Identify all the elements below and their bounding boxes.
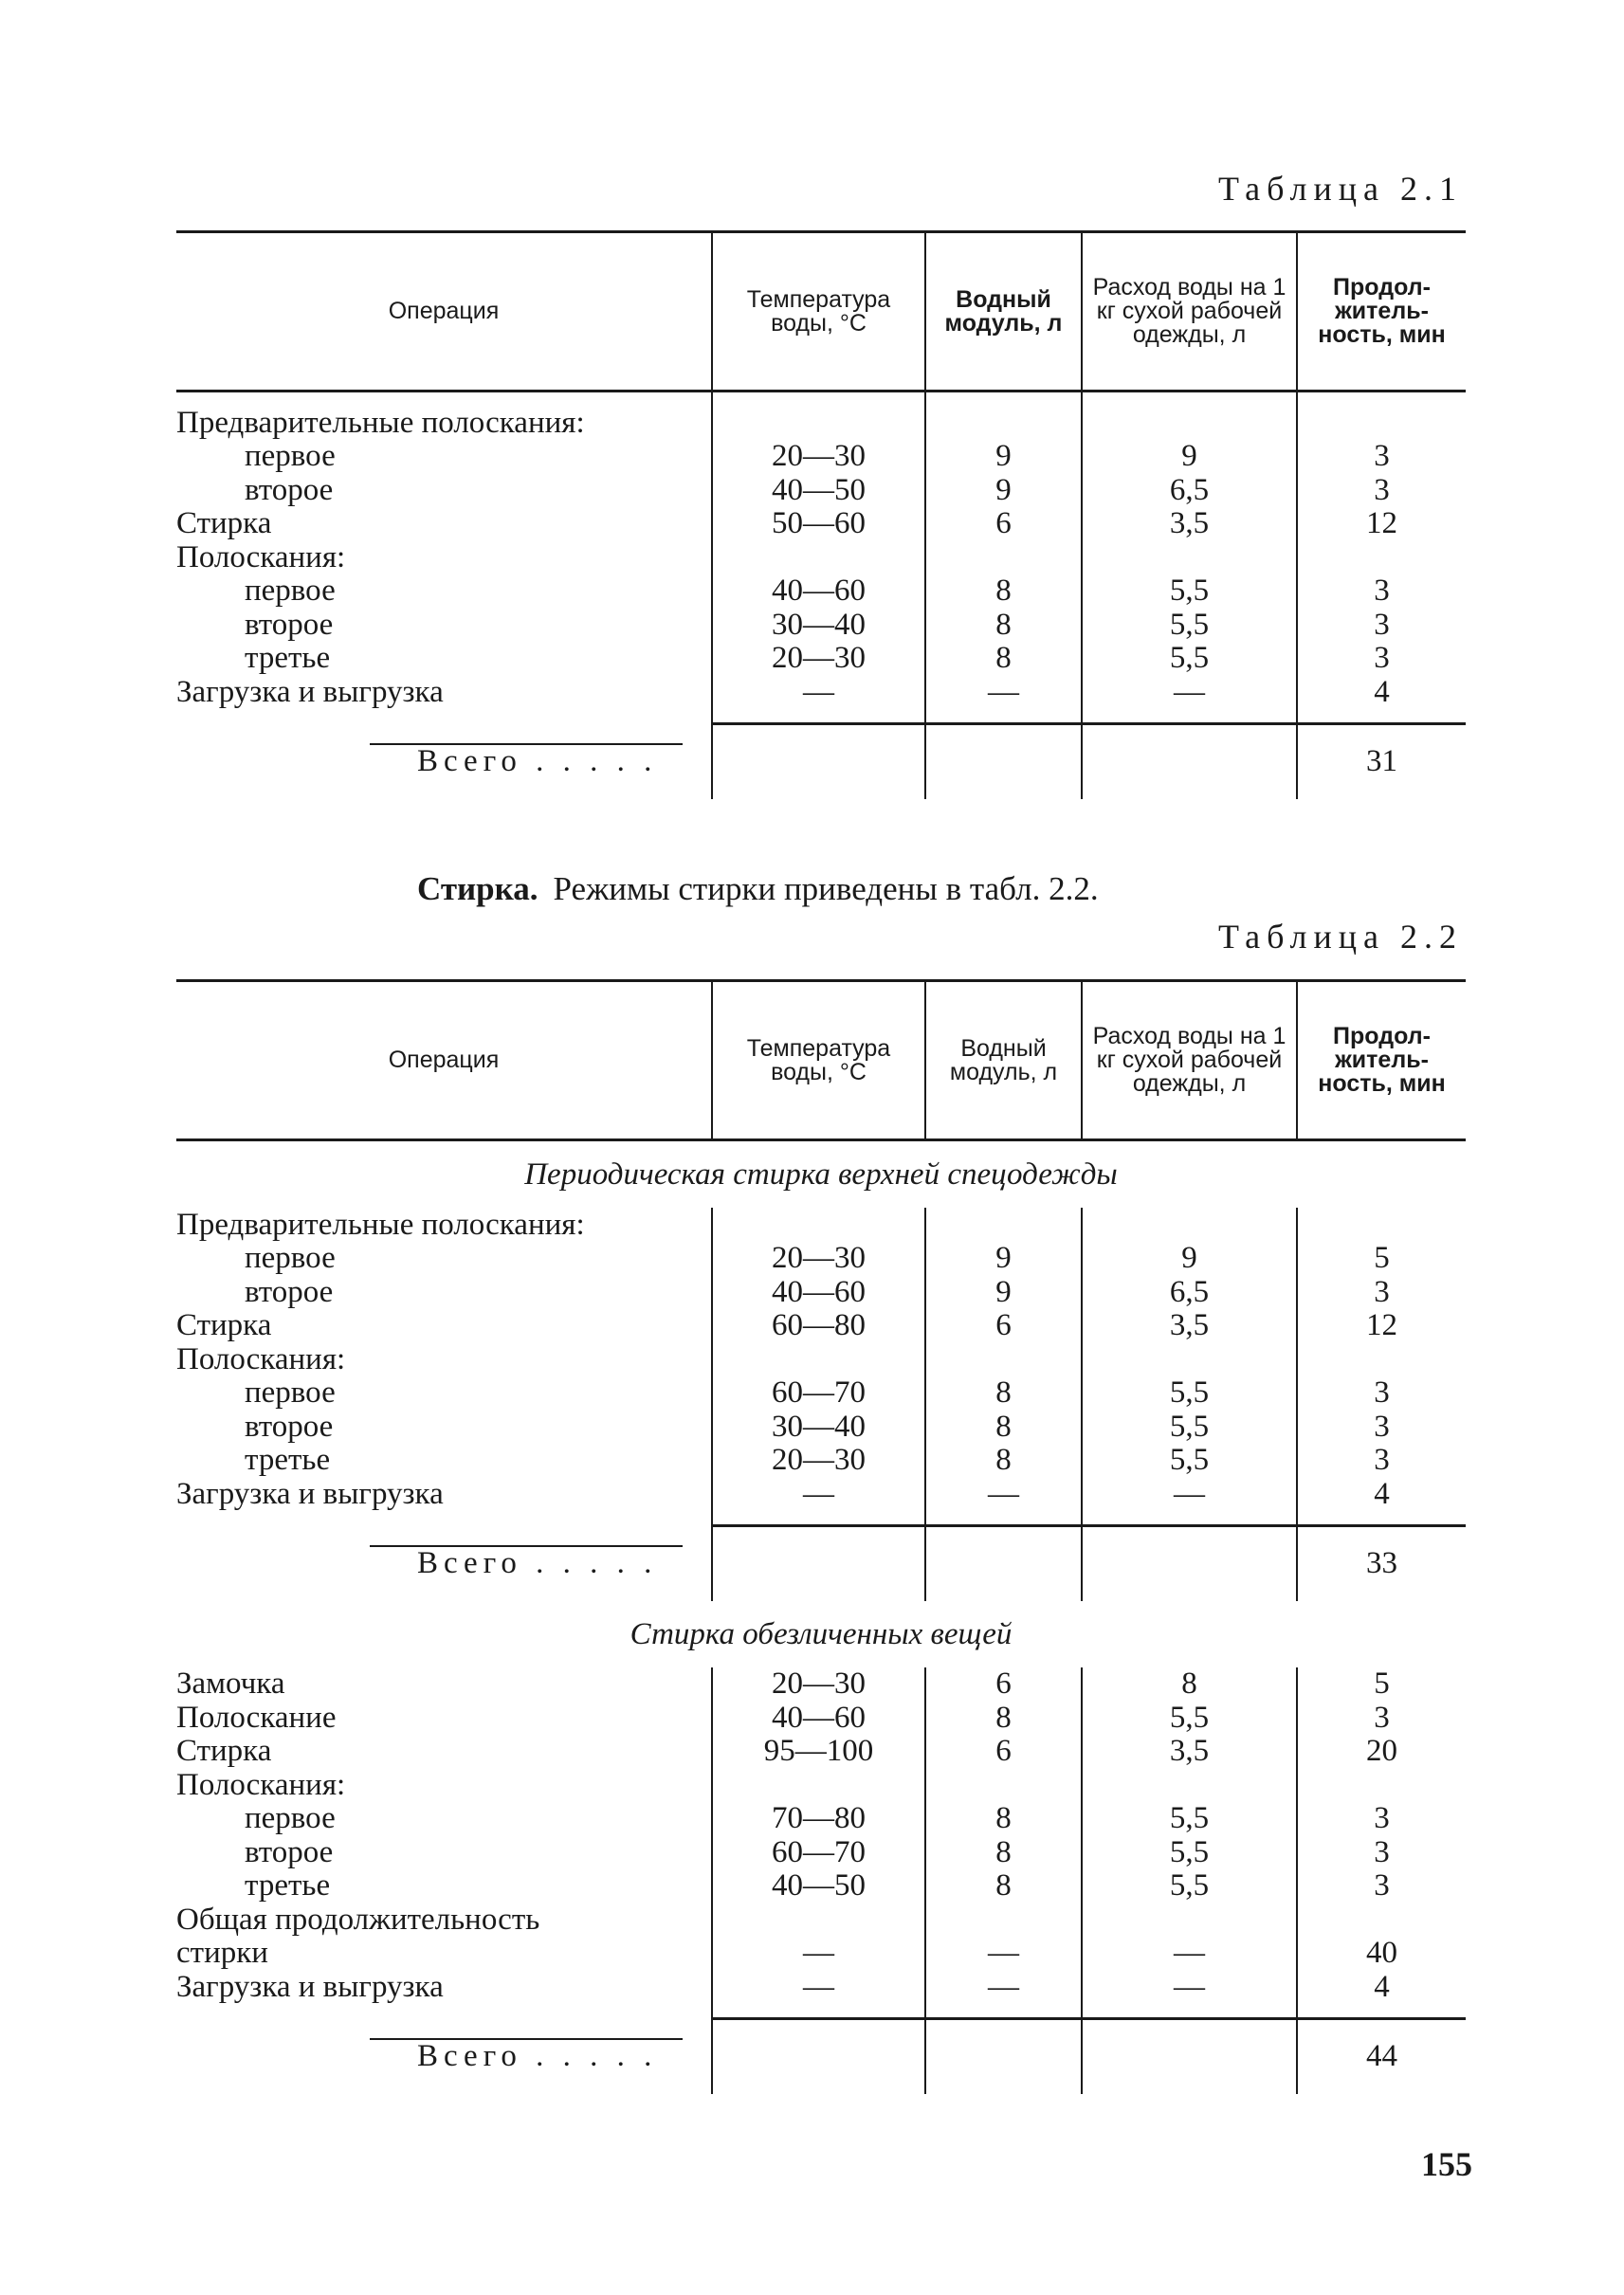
row-label: первое <box>245 439 336 473</box>
row-value: — <box>712 1937 925 1971</box>
table-row <box>176 1937 1466 1971</box>
total-row <box>176 1525 1466 1601</box>
row-value: 8 <box>925 1869 1082 1903</box>
row-label: стирки <box>176 1936 268 1970</box>
spacer-cell <box>1082 392 1297 407</box>
row-label: Загрузка и выгрузка <box>176 674 444 709</box>
row-value: 3 <box>1297 642 1466 676</box>
total-label-cell <box>176 2018 712 2094</box>
row-value: 6 <box>925 1667 1082 1702</box>
col-header-water-module: Водный модуль, л <box>925 232 1082 392</box>
row-value: — <box>1082 675 1297 709</box>
row-value: 30—40 <box>712 608 925 642</box>
col-header-operation: Операция <box>176 981 712 1140</box>
row-value: — <box>925 1970 1082 2004</box>
row-value: 60—70 <box>712 1835 925 1869</box>
row-value: 8 <box>925 1410 1082 1444</box>
row-value <box>1082 1342 1297 1376</box>
row-value: 9 <box>925 440 1082 474</box>
table2-caption: Таблица 2.2 <box>1218 918 1463 956</box>
row-value <box>1082 1903 1297 1937</box>
spacer-cell <box>176 709 712 724</box>
row-value: 40—60 <box>712 1701 925 1735</box>
row-value: 5,5 <box>1082 1802 1297 1836</box>
table-header-row <box>176 232 1466 392</box>
row-value: 4 <box>1297 1970 1466 2004</box>
row-label: Загрузка и выгрузка <box>176 1476 444 1511</box>
table-row <box>176 608 1466 642</box>
row-label: второе <box>245 607 334 642</box>
total-empty-cell <box>1082 1525 1297 1601</box>
table1-caption: Таблица 2.1 <box>1218 170 1463 208</box>
total-label: Всего . . . . . <box>370 743 683 778</box>
row-value: 20—30 <box>712 1667 925 1702</box>
total-row <box>176 723 1466 799</box>
row-value: 20—30 <box>712 1242 925 1276</box>
table-row <box>176 1410 1466 1444</box>
spacer-row <box>176 1511 1466 1526</box>
row-value: — <box>1082 1937 1297 1971</box>
table-row <box>176 1735 1466 1769</box>
row-value: 40—60 <box>712 1275 925 1309</box>
col-header-operation: Операция <box>176 232 712 392</box>
row-label: третье <box>245 1868 331 1903</box>
spacer-cell <box>925 1511 1082 1526</box>
row-value: — <box>925 1937 1082 1971</box>
row-value <box>712 1903 925 1937</box>
row-value <box>712 1342 925 1376</box>
row-value: 6 <box>925 1735 1082 1769</box>
row-label: Стирка <box>176 1308 272 1342</box>
spacer-row <box>176 392 1466 407</box>
total-value: 33 <box>1297 1525 1466 1601</box>
total-empty-cell <box>1082 723 1297 799</box>
row-value: 5,5 <box>1082 642 1297 676</box>
row-value: 3 <box>1297 1869 1466 1903</box>
row-value: 20—30 <box>712 440 925 474</box>
row-value <box>1297 1208 1466 1242</box>
row-label: Общая продолжительность <box>176 1902 540 1937</box>
row-value: 9 <box>925 1242 1082 1276</box>
row-value: 60—70 <box>712 1376 925 1411</box>
total-empty-cell <box>712 1525 925 1601</box>
total-label-cell <box>176 1525 712 1601</box>
spacer-cell <box>925 2004 1082 2019</box>
row-value: 5 <box>1297 1667 1466 1702</box>
total-value: 44 <box>1297 2018 1466 2094</box>
row-value <box>712 1208 925 1242</box>
section-title-row <box>176 1140 1466 1209</box>
total-empty-cell <box>925 1525 1082 1601</box>
table-row <box>176 1768 1466 1802</box>
row-value: 40—60 <box>712 574 925 609</box>
row-value <box>925 1342 1082 1376</box>
row-label: третье <box>245 641 331 675</box>
section-title-row <box>176 1601 1466 1667</box>
table-row <box>176 1376 1466 1411</box>
table-row <box>176 1903 1466 1937</box>
row-label: второе <box>245 1274 334 1309</box>
table-row <box>176 642 1466 676</box>
row-value <box>712 540 925 574</box>
row-value: — <box>925 1477 1082 1511</box>
row-label: Загрузка и выгрузка <box>176 1969 444 2004</box>
row-value <box>1297 1342 1466 1376</box>
note-text: Режимы стирки приведены в табл. 2.2. <box>553 870 1099 907</box>
table-row <box>176 1667 1466 1702</box>
spacer-cell <box>176 1511 712 1526</box>
row-value: 40 <box>1297 1937 1466 1971</box>
row-value: 12 <box>1297 1309 1466 1343</box>
row-value: 8 <box>925 574 1082 609</box>
row-value: 30—40 <box>712 1410 925 1444</box>
col-header-duration: Продол-житель-ность, мин <box>1297 232 1466 392</box>
row-value: 9 <box>925 473 1082 507</box>
total-value: 31 <box>1297 723 1466 799</box>
spacer-cell <box>1297 1511 1466 1526</box>
row-label: Замочка <box>176 1667 285 1701</box>
row-value: 8 <box>925 642 1082 676</box>
row-value <box>1082 1208 1297 1242</box>
spacer-cell <box>712 709 925 724</box>
row-value: 20—30 <box>712 1444 925 1478</box>
row-label: второе <box>245 1834 334 1869</box>
total-empty-cell <box>925 723 1082 799</box>
col-header-water-module: Водный модуль, л <box>925 981 1082 1140</box>
row-value <box>1297 540 1466 574</box>
total-label-cell <box>176 723 712 799</box>
row-value: 3 <box>1297 1410 1466 1444</box>
col-header-duration: Продол-житель-ность, мин <box>1297 981 1466 1140</box>
row-value: 8 <box>925 1802 1082 1836</box>
section-title: Периодическая стирка верхней спецодежды <box>524 1157 1118 1192</box>
row-value: 8 <box>925 608 1082 642</box>
row-value <box>1297 1903 1466 1937</box>
row-value: 3,5 <box>1082 1309 1297 1343</box>
table-row <box>176 1802 1466 1836</box>
row-value <box>925 1768 1082 1802</box>
row-value: 4 <box>1297 675 1466 709</box>
row-value: 3 <box>1297 1835 1466 1869</box>
row-label: Предварительные полоскания: <box>176 1207 585 1242</box>
table-row <box>176 1701 1466 1735</box>
row-value: 5,5 <box>1082 1410 1297 1444</box>
table-row <box>176 1869 1466 1903</box>
row-value: 3 <box>1297 440 1466 474</box>
row-value: 95—100 <box>712 1735 925 1769</box>
row-value: 3 <box>1297 473 1466 507</box>
row-value: — <box>712 1970 925 2004</box>
table-row <box>176 473 1466 507</box>
row-value: 20 <box>1297 1735 1466 1769</box>
row-label: первое <box>245 1375 336 1410</box>
row-value: 9 <box>1082 440 1297 474</box>
total-empty-cell <box>1082 2018 1297 2094</box>
row-value: 5,5 <box>1082 608 1297 642</box>
spacer-row <box>176 2004 1466 2019</box>
row-value: 70—80 <box>712 1802 925 1836</box>
row-value: 3 <box>1297 1802 1466 1836</box>
row-label: первое <box>245 1801 336 1835</box>
table-row <box>176 1275 1466 1309</box>
row-value: — <box>712 675 925 709</box>
row-value: 5,5 <box>1082 1444 1297 1478</box>
table-row <box>176 406 1466 440</box>
row-value: 12 <box>1297 507 1466 541</box>
row-value <box>925 540 1082 574</box>
row-label: третье <box>245 1443 331 1477</box>
table-row <box>176 1208 1466 1242</box>
total-label: Всего . . . . . <box>370 2038 683 2073</box>
table-row <box>176 675 1466 709</box>
row-value: — <box>712 1477 925 1511</box>
spacer-cell <box>176 392 712 407</box>
row-value: 6 <box>925 507 1082 541</box>
spacer-cell <box>925 392 1082 407</box>
row-value: 5,5 <box>1082 574 1297 609</box>
row-value: 8 <box>925 1444 1082 1478</box>
row-value: 9 <box>925 1275 1082 1309</box>
col-header-water-consumption: Расход воды на 1 кг сухой рабочей одежды, л <box>1082 981 1297 1140</box>
row-value: 3 <box>1297 608 1466 642</box>
table-row <box>176 1242 1466 1276</box>
row-label: Предварительные полоскания: <box>176 405 585 440</box>
row-value <box>1082 1768 1297 1802</box>
table-row <box>176 1309 1466 1343</box>
row-value <box>925 406 1082 440</box>
row-value: 4 <box>1297 1477 1466 1511</box>
total-empty-cell <box>925 2018 1082 2094</box>
page-number: 155 <box>1421 2145 1472 2183</box>
row-value: 8 <box>925 1835 1082 1869</box>
row-value: 9 <box>1082 1242 1297 1276</box>
row-value: — <box>925 675 1082 709</box>
row-value: 60—80 <box>712 1309 925 1343</box>
section-title: Стирка обезличенных вещей <box>630 1616 1013 1651</box>
total-row <box>176 2018 1466 2094</box>
row-label: Полоскания: <box>176 1767 346 1802</box>
spacer-row <box>176 709 1466 724</box>
row-value: 5,5 <box>1082 1376 1297 1411</box>
row-value <box>1082 406 1297 440</box>
table-row <box>176 540 1466 574</box>
row-value: 3,5 <box>1082 1735 1297 1769</box>
row-value: 5,5 <box>1082 1869 1297 1903</box>
spacer-cell <box>1082 1511 1297 1526</box>
row-label: первое <box>245 1241 336 1275</box>
spacer-cell <box>712 392 925 407</box>
row-value: 5 <box>1297 1242 1466 1276</box>
row-label: Полоскание <box>176 1700 337 1735</box>
row-label: первое <box>245 574 336 608</box>
col-header-temperature: Температура воды, °С <box>712 981 925 1140</box>
spacer-cell <box>712 2004 925 2019</box>
table-row <box>176 1970 1466 2004</box>
row-label: второе <box>245 1409 334 1444</box>
spacer-cell <box>925 709 1082 724</box>
note-bold: Стирка. <box>417 870 538 907</box>
table-row <box>176 440 1466 474</box>
row-value: 3 <box>1297 1376 1466 1411</box>
row-value <box>1082 540 1297 574</box>
table-row <box>176 1342 1466 1376</box>
row-value <box>1297 406 1466 440</box>
row-label: второе <box>245 472 334 507</box>
table-row <box>176 1477 1466 1511</box>
spacer-cell <box>1082 709 1297 724</box>
row-value: 3,5 <box>1082 507 1297 541</box>
row-value: 3 <box>1297 1275 1466 1309</box>
row-value: 5,5 <box>1082 1701 1297 1735</box>
spacer-cell <box>1297 392 1466 407</box>
row-value: 50—60 <box>712 507 925 541</box>
row-value <box>712 1768 925 1802</box>
row-value: 8 <box>925 1376 1082 1411</box>
row-value <box>1297 1768 1466 1802</box>
table-header-row <box>176 981 1466 1140</box>
row-value <box>925 1903 1082 1937</box>
row-value <box>712 406 925 440</box>
row-value: — <box>1082 1477 1297 1511</box>
row-label: Полоскания: <box>176 1341 346 1376</box>
row-value: 40—50 <box>712 473 925 507</box>
table-row <box>176 1835 1466 1869</box>
row-value: 5,5 <box>1082 1835 1297 1869</box>
row-value: 6,5 <box>1082 1275 1297 1309</box>
table-row <box>176 507 1466 541</box>
row-value: — <box>1082 1970 1297 2004</box>
row-value: 40—50 <box>712 1869 925 1903</box>
row-value: 6,5 <box>1082 473 1297 507</box>
row-value: 3 <box>1297 1701 1466 1735</box>
row-label: Полоскания: <box>176 539 346 574</box>
total-empty-cell <box>712 2018 925 2094</box>
table-2-1 <box>176 230 1466 799</box>
total-label: Всего . . . . . <box>370 1545 683 1580</box>
table-row <box>176 1444 1466 1478</box>
col-header-water-consumption: Расход воды на 1 кг сухой рабочей одежды, л <box>1082 232 1297 392</box>
row-value: 6 <box>925 1309 1082 1343</box>
row-value: 8 <box>1082 1667 1297 1702</box>
spacer-cell <box>712 1511 925 1526</box>
row-label: Стирка <box>176 506 272 540</box>
total-empty-cell <box>712 723 925 799</box>
spacer-cell <box>176 2004 712 2019</box>
table-row <box>176 574 1466 609</box>
spacer-cell <box>1297 709 1466 724</box>
col-header-temperature: Температура воды, °С <box>712 232 925 392</box>
spacer-cell <box>1082 2004 1297 2019</box>
table-2-2 <box>176 979 1466 2094</box>
row-value: 3 <box>1297 574 1466 609</box>
row-value <box>925 1208 1082 1242</box>
row-value: 8 <box>925 1701 1082 1735</box>
row-value: 3 <box>1297 1444 1466 1478</box>
row-value: 20—30 <box>712 642 925 676</box>
row-label: Стирка <box>176 1734 272 1768</box>
spacer-cell <box>1297 2004 1466 2019</box>
note-paragraph <box>417 870 1099 908</box>
